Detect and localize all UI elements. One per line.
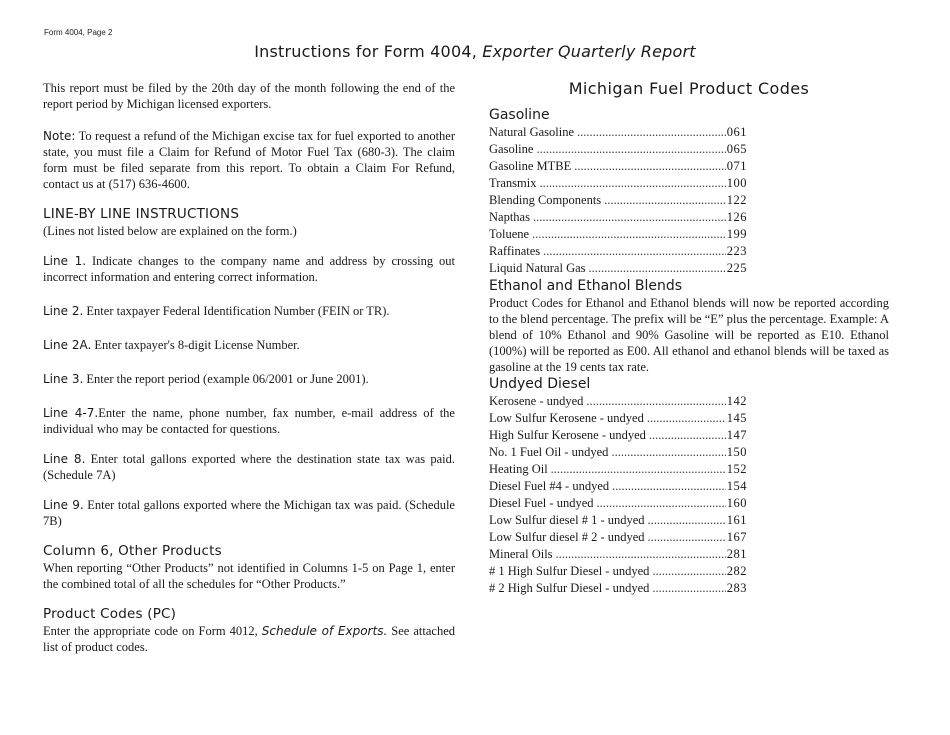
line-9-instruction bbox=[43, 497, 455, 529]
code-name: Mineral Oils bbox=[489, 547, 553, 561]
code-name: Diesel Fuel #4 - undyed bbox=[489, 479, 610, 493]
code-name: Low Sulfur diesel # 1 - undyed bbox=[489, 513, 645, 527]
code-number: 150 bbox=[726, 445, 747, 459]
dot-leader bbox=[536, 141, 725, 157]
code-number: 281 bbox=[726, 547, 747, 561]
line-8-instruction bbox=[43, 451, 455, 483]
product-codes-heading: Product Codes (PC) bbox=[43, 606, 177, 622]
code-name: High Sulfur Kerosene - undyed bbox=[489, 428, 646, 442]
undyed-diesel-heading: Undyed Diesel bbox=[489, 376, 591, 392]
dot-leader bbox=[543, 243, 726, 259]
code-row bbox=[489, 243, 747, 260]
code-number: 154 bbox=[726, 479, 747, 493]
line-4-7-instruction bbox=[43, 405, 455, 437]
line-text: Enter the report period (example 06/2001 or June 2001). bbox=[83, 372, 369, 386]
page-title bbox=[0, 42, 950, 61]
line-text: Enter total gallons exported where the destination state tax was paid. (Schedule 7A) bbox=[43, 452, 455, 482]
code-name: Blending Components bbox=[489, 193, 602, 207]
code-name: Gasoline MTBE bbox=[489, 159, 572, 173]
code-number: 147 bbox=[726, 428, 747, 442]
code-row bbox=[489, 478, 747, 495]
code-row bbox=[489, 209, 747, 226]
ethanol-paragraph: Product Codes for Ethanol and Ethanol blends will now be reported according to the blend percentage. The prefix will be “E” plus the percentage. Example: A blend of 10% Ethanol and 90% Gasoline will be reported as E10. Ethanol (100%) will be reported as E00. All ethanol and ethanol blends will be taxed as gasoline at the 19 cents tax rate. bbox=[489, 296, 889, 374]
note-text: To request a refund of the Michigan excise tax for fuel exported to another state, you must file a Claim for Refund of Motor Fuel Tax (680-3). The claim form must be filed separate from this report. To obtain a Claim For Refund, contact us at (517) 636-4600. bbox=[43, 129, 455, 191]
code-number: 282 bbox=[726, 564, 747, 578]
line-text: Enter taxpayer's 8-digit License Number. bbox=[91, 338, 300, 352]
note-label: Note: bbox=[43, 129, 76, 143]
line-by-line-subtitle: (Lines not listed below are explained on the form.) bbox=[43, 224, 297, 238]
line-2a-instruction bbox=[43, 337, 455, 353]
code-row bbox=[489, 410, 747, 427]
pc-text-italic: Schedule of Exports. bbox=[261, 624, 388, 638]
dot-leader bbox=[574, 158, 725, 174]
code-number: 225 bbox=[726, 261, 747, 275]
dot-leader bbox=[611, 444, 725, 460]
dot-leader bbox=[532, 226, 726, 242]
ethanol-heading: Ethanol and Ethanol Blends bbox=[489, 278, 683, 294]
code-name: Heating Oil bbox=[489, 462, 548, 476]
line-text: Enter the name, phone number, fax number, e-mail address of the individual who may be contacted for questions. bbox=[43, 406, 455, 436]
line-by-line-heading: LINE-BY LINE INSTRUCTIONS bbox=[43, 206, 240, 222]
code-number: 160 bbox=[726, 496, 747, 510]
line-label: Line 1. bbox=[43, 254, 87, 268]
intro-paragraph: This report must be filed by the 20th day of the month following the end of the report period by Michigan licensed exporters. bbox=[43, 81, 455, 111]
product-codes-title: Michigan Fuel Product Codes bbox=[568, 79, 810, 98]
line-text: Enter taxpayer Federal Identification Number (FEIN or TR). bbox=[83, 304, 390, 318]
line-label: Line 8. bbox=[43, 452, 86, 466]
dot-leader bbox=[597, 495, 726, 511]
dot-leader bbox=[612, 478, 726, 494]
title-plain: Instructions for Form 4004, bbox=[254, 42, 483, 61]
code-number: 071 bbox=[726, 159, 747, 173]
code-row bbox=[489, 580, 747, 597]
product-codes-paragraph bbox=[43, 623, 455, 655]
code-row bbox=[489, 512, 747, 529]
line-3-instruction bbox=[43, 371, 455, 387]
code-number: 152 bbox=[726, 462, 747, 476]
code-name: Natural Gasoline bbox=[489, 125, 575, 139]
code-name: Napthas bbox=[489, 210, 530, 224]
diesel-code-list bbox=[489, 393, 747, 597]
dot-leader bbox=[648, 529, 726, 545]
code-name: Raffinates bbox=[489, 244, 541, 258]
code-name: Transmix bbox=[489, 176, 537, 190]
code-row bbox=[489, 158, 747, 175]
line-1-instruction bbox=[43, 253, 455, 285]
dot-leader bbox=[604, 192, 726, 208]
pc-text-after: See attached list of product codes. bbox=[43, 624, 456, 654]
gasoline-heading: Gasoline bbox=[489, 107, 550, 123]
line-label: Line 2A. bbox=[43, 338, 92, 352]
code-number: 161 bbox=[726, 513, 747, 527]
code-number: 199 bbox=[726, 227, 747, 241]
title-italic: Exporter Quarterly Report bbox=[482, 42, 696, 61]
line-label: Line 2. bbox=[43, 304, 84, 318]
dot-leader bbox=[551, 461, 726, 477]
dot-leader bbox=[586, 393, 725, 409]
dot-leader bbox=[652, 563, 725, 579]
code-row bbox=[489, 226, 747, 243]
code-number: 142 bbox=[726, 394, 747, 408]
dot-leader bbox=[647, 410, 726, 426]
line-text: Enter total gallons exported where the Michigan tax was paid. (Schedule 7B) bbox=[43, 498, 455, 528]
code-name: Gasoline bbox=[489, 142, 534, 156]
code-number: 223 bbox=[726, 244, 747, 258]
code-name: Toluene bbox=[489, 227, 530, 241]
code-number: 061 bbox=[726, 125, 747, 139]
dot-leader bbox=[589, 260, 726, 276]
code-row bbox=[489, 141, 747, 158]
pc-text-before: Enter the appropriate code on Form 4012, bbox=[43, 624, 262, 638]
code-number: 065 bbox=[726, 142, 747, 156]
column6-paragraph: When reporting “Other Products” not identified in Columns 1-5 on Page 1, enter the combined total of all the schedules for “Other Products.” bbox=[43, 561, 455, 591]
dot-leader bbox=[648, 512, 726, 528]
code-row bbox=[489, 124, 747, 141]
code-number: 122 bbox=[726, 193, 747, 207]
code-row bbox=[489, 495, 747, 512]
code-name: Low Sulfur diesel # 2 - undyed bbox=[489, 530, 645, 544]
code-name: # 2 High Sulfur Diesel - undyed bbox=[489, 581, 650, 595]
code-name: Low Sulfur Kerosene - undyed bbox=[489, 411, 644, 425]
code-number: 126 bbox=[726, 210, 747, 224]
line-label: Line 3. bbox=[43, 372, 84, 386]
dot-leader bbox=[533, 209, 726, 225]
dot-leader bbox=[577, 124, 726, 140]
code-name: # 1 High Sulfur Diesel - undyed bbox=[489, 564, 650, 578]
code-row bbox=[489, 546, 747, 563]
code-number: 100 bbox=[726, 176, 747, 190]
code-row bbox=[489, 444, 747, 461]
column6-heading: Column 6, Other Products bbox=[43, 543, 222, 559]
dot-leader bbox=[652, 580, 725, 596]
code-row bbox=[489, 192, 747, 209]
dot-leader bbox=[556, 546, 726, 562]
code-name: Kerosene - undyed bbox=[489, 394, 584, 408]
code-number: 167 bbox=[726, 530, 747, 544]
code-row bbox=[489, 393, 747, 410]
line-2-instruction bbox=[43, 303, 455, 319]
code-row bbox=[489, 461, 747, 478]
dot-leader bbox=[649, 427, 726, 443]
code-row bbox=[489, 260, 747, 277]
note-paragraph bbox=[43, 128, 455, 192]
code-name: Diesel Fuel - undyed bbox=[489, 496, 594, 510]
right-column bbox=[489, 80, 889, 597]
code-name: Liquid Natural Gas bbox=[489, 261, 586, 275]
code-number: 145 bbox=[726, 411, 747, 425]
code-row bbox=[489, 427, 747, 444]
line-label: Line 4-7. bbox=[43, 406, 99, 420]
code-row bbox=[489, 563, 747, 580]
code-number: 283 bbox=[726, 581, 747, 595]
gasoline-code-list bbox=[489, 124, 747, 277]
code-row bbox=[489, 529, 747, 546]
line-label: Line 9. bbox=[43, 498, 84, 512]
left-column bbox=[43, 80, 455, 655]
page-label: Form 4004, Page 2 bbox=[44, 28, 113, 37]
line-text: Indicate changes to the company name and address by crossing out incorrect information and entering correct information. bbox=[43, 254, 455, 284]
code-row bbox=[489, 175, 747, 192]
code-name: No. 1 Fuel Oil - undyed bbox=[489, 445, 609, 459]
dot-leader bbox=[539, 175, 725, 191]
